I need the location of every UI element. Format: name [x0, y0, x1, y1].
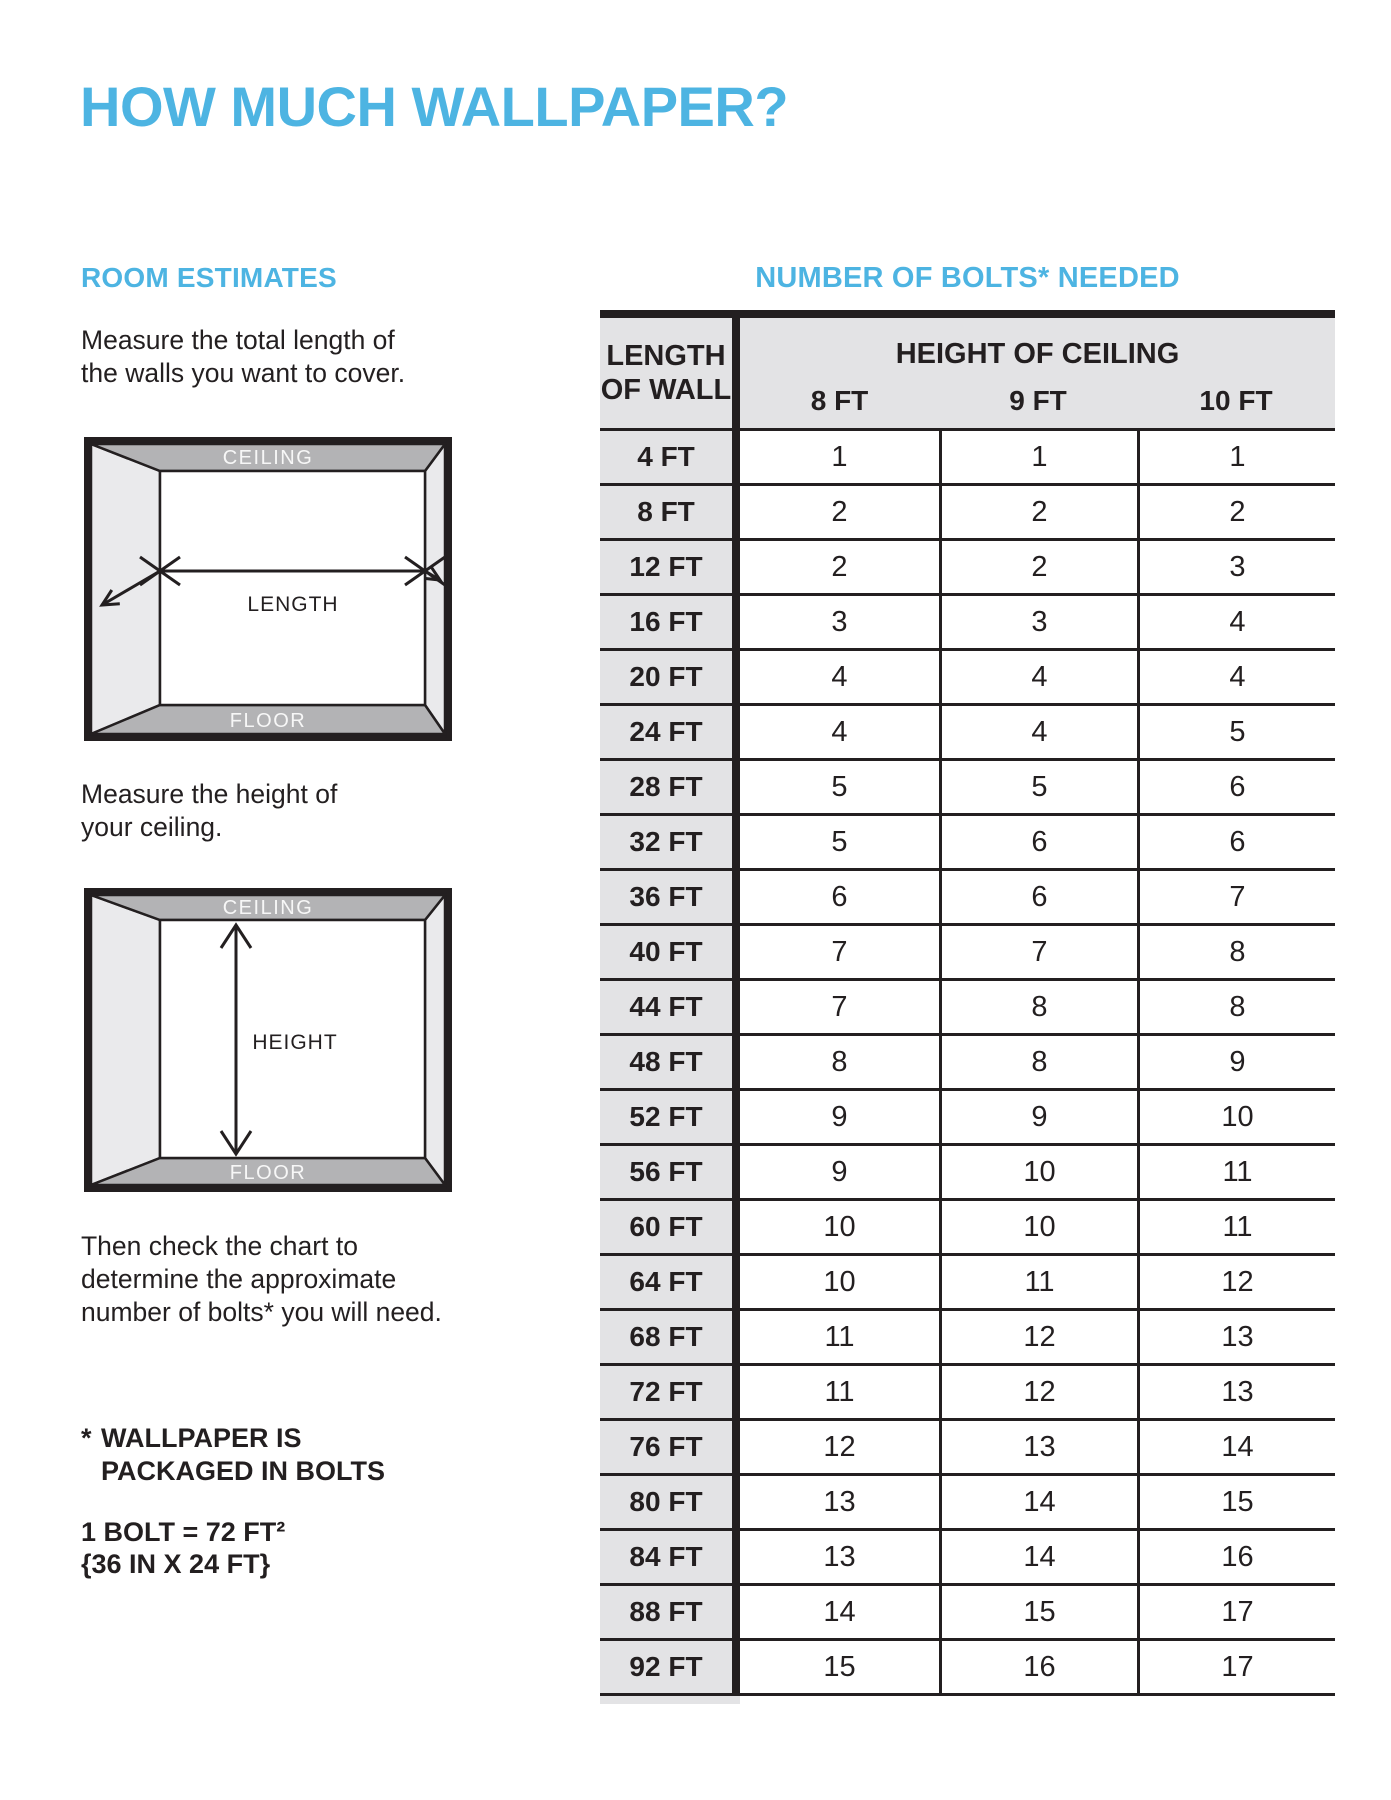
table-row-length-label: 16 FT — [600, 593, 740, 648]
table-cell-bolts: 10 — [939, 1143, 1137, 1198]
table-cell-bolts: 12 — [740, 1418, 939, 1473]
table-cell-bolts: 13 — [740, 1473, 939, 1528]
ceiling-label: CEILING — [222, 447, 314, 469]
table-cell-bolts: 6 — [1137, 813, 1335, 868]
table-cell-bolts: 10 — [740, 1253, 939, 1308]
table-cell-bolts: 16 — [1137, 1528, 1335, 1583]
height-label: HEIGHT — [252, 1031, 338, 1054]
table-cell-bolts: 12 — [939, 1363, 1137, 1418]
bolt-size-line: {36 IN X 24 FT} — [81, 1549, 271, 1579]
asterisk: * — [81, 1423, 92, 1453]
instruction-line: the walls you want to cover. — [81, 358, 406, 388]
table-cell-bolts: 4 — [1137, 648, 1335, 703]
table-row-length-label: 44 FT — [600, 978, 740, 1033]
table-cell-bolts: 4 — [1137, 593, 1335, 648]
table-cell-bolts: 5 — [939, 758, 1137, 813]
table-cell-bolts: 8 — [1137, 978, 1335, 1033]
table-cell-bolts: 15 — [1137, 1473, 1335, 1528]
room-diagram-length — [84, 437, 452, 741]
table-cell-bolts: 6 — [740, 868, 939, 923]
table-cell-bolts: 15 — [740, 1638, 939, 1693]
instruction-measure-height — [81, 778, 337, 844]
table-cell-bolts: 2 — [939, 538, 1137, 593]
length-label: LENGTH — [247, 593, 339, 616]
row-header-length-of-wall — [600, 318, 740, 428]
instruction-line: determine the approximate — [81, 1264, 397, 1294]
section-heading-room-estimates: ROOM ESTIMATES — [81, 262, 337, 293]
table-row-length-label: 32 FT — [600, 813, 740, 868]
table-cell-bolts: 11 — [740, 1308, 939, 1363]
table-cell-bolts: 5 — [1137, 703, 1335, 758]
instruction-check-chart — [81, 1230, 442, 1329]
table-cell-bolts: 5 — [740, 758, 939, 813]
table-cell-bolts: 13 — [1137, 1308, 1335, 1363]
table-row-length-label: 64 FT — [600, 1253, 740, 1308]
table-bottom-strip — [600, 1696, 740, 1704]
table-cell-bolts: 6 — [1137, 758, 1335, 813]
footnote-line: PACKAGED IN BOLTS — [101, 1456, 386, 1486]
table-cell-bolts: 12 — [1137, 1253, 1335, 1308]
right-wall — [425, 444, 445, 734]
table-top-border — [600, 310, 1335, 318]
table-row-length-label: 76 FT — [600, 1418, 740, 1473]
bolt-size-info — [81, 1516, 285, 1580]
table-row-length-label: 68 FT — [600, 1308, 740, 1363]
table-cell-bolts: 1 — [1137, 428, 1335, 483]
table-row-length-label: 4 FT — [600, 428, 740, 483]
table-row-length-label: 8 FT — [600, 483, 740, 538]
table-cell-bolts: 8 — [740, 1033, 939, 1088]
column-header-8ft: 8 FT — [740, 373, 939, 428]
table-row-length-label: 20 FT — [600, 648, 740, 703]
table-cell-bolts: 17 — [1137, 1638, 1335, 1693]
table-cell-bolts: 4 — [939, 648, 1137, 703]
table-row-length-label: 28 FT — [600, 758, 740, 813]
left-wall — [91, 895, 160, 1185]
table-cell-bolts: 2 — [740, 538, 939, 593]
table-cell-bolts: 5 — [740, 813, 939, 868]
table-cell-bolts: 12 — [939, 1308, 1137, 1363]
table-row-length-label: 72 FT — [600, 1363, 740, 1418]
table-row-length-label: 48 FT — [600, 1033, 740, 1088]
floor-label: FLOOR — [229, 1162, 307, 1184]
page-title: HOW MUCH WALLPAPER? — [80, 75, 789, 138]
bolt-size-line: 1 BOLT = 72 FT² — [81, 1517, 286, 1547]
table-cell-bolts: 11 — [939, 1253, 1137, 1308]
table-cell-bolts: 8 — [939, 978, 1137, 1033]
table-cell-bolts: 3 — [1137, 538, 1335, 593]
table-cell-bolts: 15 — [939, 1583, 1137, 1638]
table-cell-bolts: 8 — [1137, 923, 1335, 978]
table-cell-bolts: 6 — [939, 813, 1137, 868]
table-cell-bolts: 6 — [939, 868, 1137, 923]
column-header-10ft: 10 FT — [1137, 373, 1335, 428]
table-row-length-label: 92 FT — [600, 1638, 740, 1693]
table-cell-bolts: 14 — [740, 1583, 939, 1638]
instruction-line: Then check the chart to — [81, 1231, 358, 1261]
table-cell-bolts: 3 — [740, 593, 939, 648]
table-cell-bolts: 11 — [1137, 1143, 1335, 1198]
table-cell-bolts: 2 — [939, 483, 1137, 538]
right-wall — [425, 895, 445, 1185]
floor-label: FLOOR — [229, 710, 307, 732]
table-cell-bolts: 1 — [939, 428, 1137, 483]
table-cell-bolts: 10 — [740, 1198, 939, 1253]
bolts-table-grid — [600, 318, 1335, 1693]
table-cell-bolts: 13 — [1137, 1363, 1335, 1418]
table-row-length-label: 60 FT — [600, 1198, 740, 1253]
table-row-length-label: 36 FT — [600, 868, 740, 923]
table-cell-bolts: 3 — [939, 593, 1137, 648]
ceiling-label: CEILING — [222, 897, 314, 919]
table-cell-bolts: 9 — [939, 1088, 1137, 1143]
room-diagram-height — [84, 888, 452, 1192]
table-cell-bolts: 13 — [939, 1418, 1137, 1473]
bolts-footnote — [81, 1422, 385, 1488]
table-cell-bolts: 9 — [740, 1088, 939, 1143]
table-row-length-label: 84 FT — [600, 1528, 740, 1583]
table-cell-bolts: 11 — [740, 1363, 939, 1418]
table-cell-bolts: 10 — [939, 1198, 1137, 1253]
table-cell-bolts: 2 — [1137, 483, 1335, 538]
row-header-line: OF WALL — [600, 374, 732, 406]
table-cell-bolts: 11 — [1137, 1198, 1335, 1253]
table-cell-bolts: 4 — [939, 703, 1137, 758]
table-cell-bolts: 14 — [939, 1528, 1137, 1583]
row-header-line: LENGTH — [606, 340, 726, 372]
instruction-measure-length — [81, 324, 405, 390]
table-cell-bolts: 7 — [740, 923, 939, 978]
table-cell-bolts: 16 — [939, 1638, 1137, 1693]
table-row-length-label: 40 FT — [600, 923, 740, 978]
bolts-table — [600, 310, 1335, 1704]
table-cell-bolts: 2 — [740, 483, 939, 538]
instruction-line: your ceiling. — [81, 812, 223, 842]
table-cell-bolts: 14 — [1137, 1418, 1335, 1473]
column-group-header-height-of-ceiling: HEIGHT OF CEILING — [740, 318, 1335, 394]
table-row-length-label: 56 FT — [600, 1143, 740, 1198]
table-cell-bolts: 9 — [740, 1143, 939, 1198]
table-row-length-label: 80 FT — [600, 1473, 740, 1528]
table-cell-bolts: 7 — [740, 978, 939, 1033]
table-cell-bolts: 7 — [1137, 868, 1335, 923]
table-row-length-label: 88 FT — [600, 1583, 740, 1638]
table-cell-bolts: 8 — [939, 1033, 1137, 1088]
table-cell-bolts: 10 — [1137, 1088, 1335, 1143]
table-cell-bolts: 13 — [740, 1528, 939, 1583]
instruction-line: Measure the height of — [81, 779, 338, 809]
footnote-line: WALLPAPER IS — [101, 1423, 302, 1453]
instruction-line: number of bolts* you will need. — [81, 1297, 442, 1327]
column-header-9ft: 9 FT — [939, 373, 1137, 428]
table-row-length-label: 52 FT — [600, 1088, 740, 1143]
table-row-length-label: 12 FT — [600, 538, 740, 593]
table-cell-bolts: 1 — [740, 428, 939, 483]
back-wall — [160, 471, 425, 705]
table-heading: NUMBER OF BOLTS* NEEDED — [755, 262, 1180, 294]
instruction-line: Measure the total length of — [81, 325, 395, 355]
table-cell-bolts: 17 — [1137, 1583, 1335, 1638]
table-cell-bolts: 7 — [939, 923, 1137, 978]
table-cell-bolts: 9 — [1137, 1033, 1335, 1088]
table-cell-bolts: 4 — [740, 703, 939, 758]
table-cell-bolts: 14 — [939, 1473, 1137, 1528]
table-cell-bolts: 4 — [740, 648, 939, 703]
left-wall — [91, 444, 160, 734]
table-row-length-label: 24 FT — [600, 703, 740, 758]
